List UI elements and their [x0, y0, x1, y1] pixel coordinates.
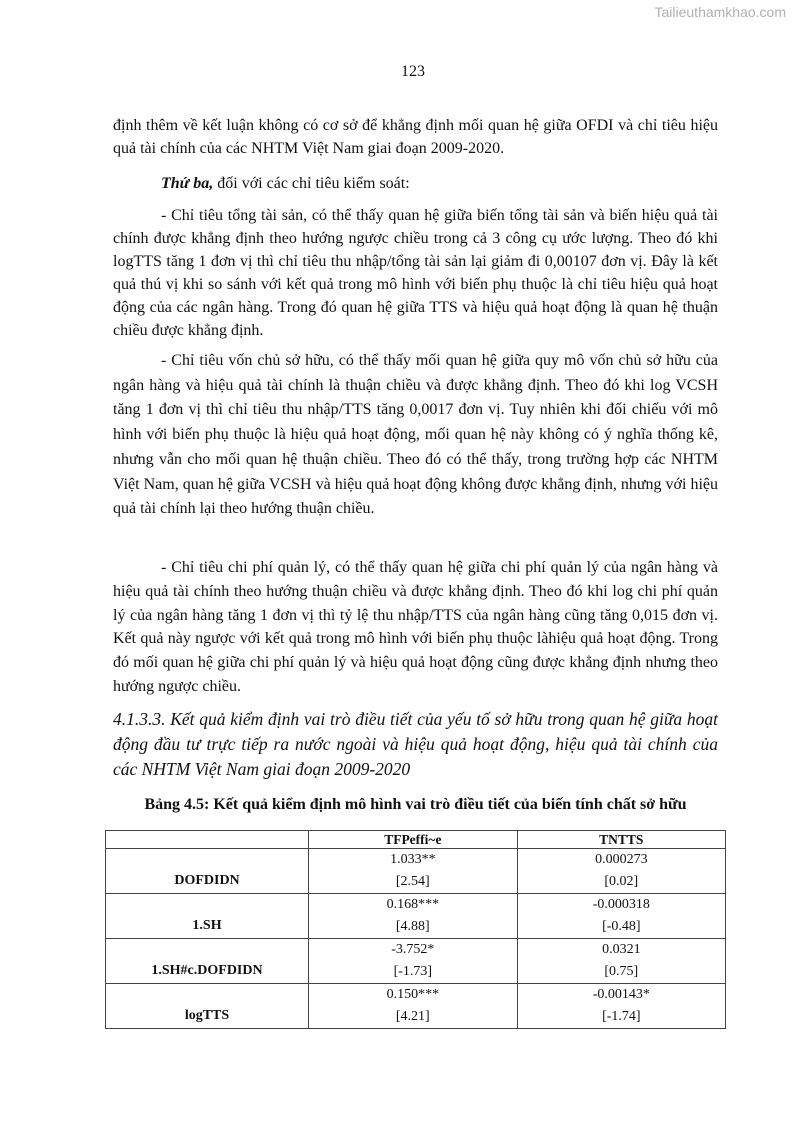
table-row — [106, 894, 726, 939]
cell — [517, 984, 725, 1029]
page-number: 123 — [401, 63, 425, 80]
coef: -3.752* — [391, 942, 435, 957]
paragraph-2-lead: Thứ ba, — [161, 175, 214, 192]
coef: 0.0321 — [602, 942, 641, 957]
coef: -0.00143* — [592, 987, 650, 1002]
coef: 1.033** — [390, 852, 436, 867]
tstat: [2.54] — [395, 874, 430, 889]
cell — [517, 939, 725, 984]
row-label: 1.SH — [106, 894, 309, 939]
coef: 0.168*** — [386, 897, 440, 912]
paragraph-equity: - Chỉ tiêu vốn chủ sở hữu, có thể thấy mối quan hệ giữa quy mô vốn chủ sở hữu của ngân hàng và hiệu quả tài chính là thuận chiều và được khẳng định. Theo đó khi log VCSH tăng 1 đơn vị thì chỉ tiêu thu nhập/TTS tăng 0,0017 đơn vị. Tuy nhiên khi đối chiếu với mô hình với biến phụ thuộc là hiệu quả hoạt động, mối quan hệ này không có ý nghĩa thống kê, nhưng vẫn cho mối quan hệ thuận chiều. Theo đó có thể thấy, trong trường hợp các NHTM Việt Nam, quan hệ giữa VCSH và hiệu quả hoạt động không được khẳng định, nhưng với hiệu quả tài chính lại theo hướng thuận chiều. — [113, 352, 718, 518]
coef: -0.000318 — [592, 897, 650, 912]
table-row — [106, 939, 726, 984]
tstat: [4.21] — [395, 1009, 430, 1024]
cell — [309, 939, 518, 984]
cell — [309, 984, 518, 1029]
section-heading: 4.1.3.3. Kết quả kiểm định vai trò điều tiết của yếu tố sở hữu trong quan hệ giữa hoạt động đầu tư trực tiếp ra nước ngoài và hiệu quả hoạt động, hiệu quả tài chính của các NHTM Việt Nam giai đoạn 2009-2020 — [113, 709, 718, 779]
row-label: DOFDIDN — [106, 849, 309, 894]
watermark: Tailieuthamkhao.com — [654, 4, 786, 20]
tstat: [0.75] — [604, 964, 639, 979]
tstat: [0.02] — [604, 874, 639, 889]
paragraph-2 — [113, 172, 718, 195]
table-row — [106, 849, 726, 894]
results-table — [105, 830, 726, 1029]
header-cell — [106, 831, 309, 849]
coef: 0.150*** — [386, 987, 440, 1002]
paragraph-management-cost: - Chỉ tiêu chi phí quản lý, có thể thấy quan hệ giữa chi phí quản lý của ngân hàng và hiệu quả tài chính theo hướng thuận chiều và được khẳng định. Theo đó khi log chi phí quản lý của ngân hàng tăng 1 đơn vị thì tỷ lệ thu nhập/TTS của ngân hàng cũng tăng 0,015 đơn vị. Kết quả này ngược với kết quả trong mô hình với biến phụ thuộc làhiệu quả hoạt động. Trong đó mối quan hệ giữa chi phí quản lý và hiệu quả hoạt động cũng được khẳng định nhưng theo hướng ngược chiều. — [113, 559, 718, 695]
header-cell: TNTTS — [517, 831, 725, 849]
row-label: 1.SH#c.DOFDIDN — [106, 939, 309, 984]
header-cell: TFPeffi~e — [309, 831, 518, 849]
paragraph-1: định thêm về kết luận không có cơ sở để khẳng định mối quan hệ giữa OFDI và chỉ tiêu hiệu quả tài chính của các NHTM Việt Nam giai đoạn 2009-2020. — [113, 117, 718, 157]
row-label: logTTS — [106, 984, 309, 1029]
paragraph-total-assets: - Chỉ tiêu tổng tài sản, có thể thấy quan hệ giữa biến tổng tài sản và biến hiệu quả tài chính được khẳng định theo hướng ngược chiều trong cả 3 công cụ ước lượng. Theo đó khi logTTS tăng 1 đơn vị thì chỉ tiêu thu nhập/tổng tài sản lại giảm đi 0,00107 đơn vị. Đây là kết quả thú vị khi so sánh với kết quả trong mô hình với biến phụ thuộc là chỉ tiêu hiệu quả hoạt động của các ngân hàng. Trong đó quan hệ giữa TTS và hiệu quả hoạt động là quan hệ thuận chiều được khẳng định. — [113, 207, 718, 339]
tstat: [-1.74] — [602, 1009, 641, 1024]
table-caption: Bảng 4.5: Kết quả kiểm định mô hình vai trò điều tiết của biến tính chất sở hữu — [144, 796, 687, 813]
cell — [517, 849, 725, 894]
cell — [309, 849, 518, 894]
tstat: [-1.73] — [393, 964, 433, 979]
coef: 0.000273 — [595, 852, 648, 867]
paragraph-2-text: đối với các chỉ tiêu kiểm soát: — [213, 175, 410, 192]
table-row — [106, 984, 726, 1029]
cell — [517, 894, 725, 939]
cell — [309, 894, 518, 939]
table-header-row — [106, 831, 726, 849]
tstat: [-0.48] — [602, 919, 641, 934]
tstat: [4.88] — [395, 919, 430, 934]
